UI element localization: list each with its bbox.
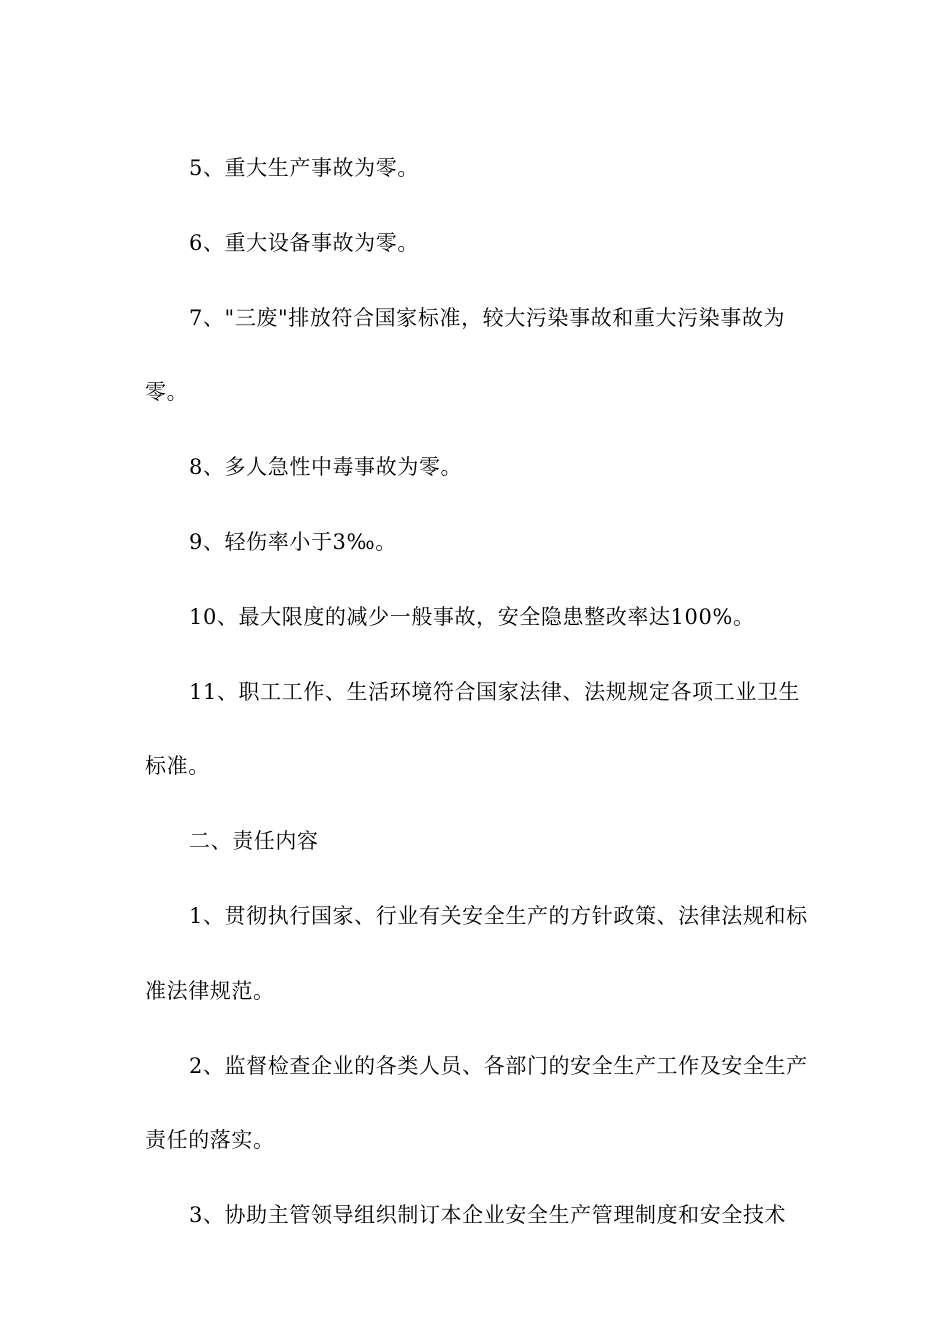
paragraph-item-8: 8、多人急性中毒事故为零。 [189, 455, 463, 480]
paragraph-item-10: 10、最大限度的减少一般事故，安全隐患整改率达100%。 [189, 604, 755, 629]
paragraph-item-11: 11、职工工作、生活环境符合国家法律、法规规定各项工业卫生标准。 [145, 679, 801, 779]
paragraph-item-5: 5、重大生产事故为零。 [189, 156, 419, 180]
document-body [145, 131, 810, 1253]
responsibility-item-2: 2、监督检查企业的各类人员、各部门的安全生产工作及安全生产责任的落实。 [145, 1053, 808, 1153]
paragraph-item-7: 7、"三废"排放符合国家标准，较大污染事故和重大污染事故为零。 [145, 305, 786, 405]
section-heading-responsibilities: 二、责任内容 [189, 829, 319, 854]
responsibility-item-1: 1、贯彻执行国家、行业有关安全生产的方针政策、法律法规和标准法律规范。 [145, 903, 808, 1003]
responsibility-item-3: 3、协助主管领导组织制订本企业安全生产管理制度和安全技术 [189, 1203, 787, 1228]
paragraph-item-9: 9、轻伤率小于3‰。 [189, 529, 397, 554]
paragraph-item-6: 6、重大设备事故为零。 [189, 230, 419, 255]
